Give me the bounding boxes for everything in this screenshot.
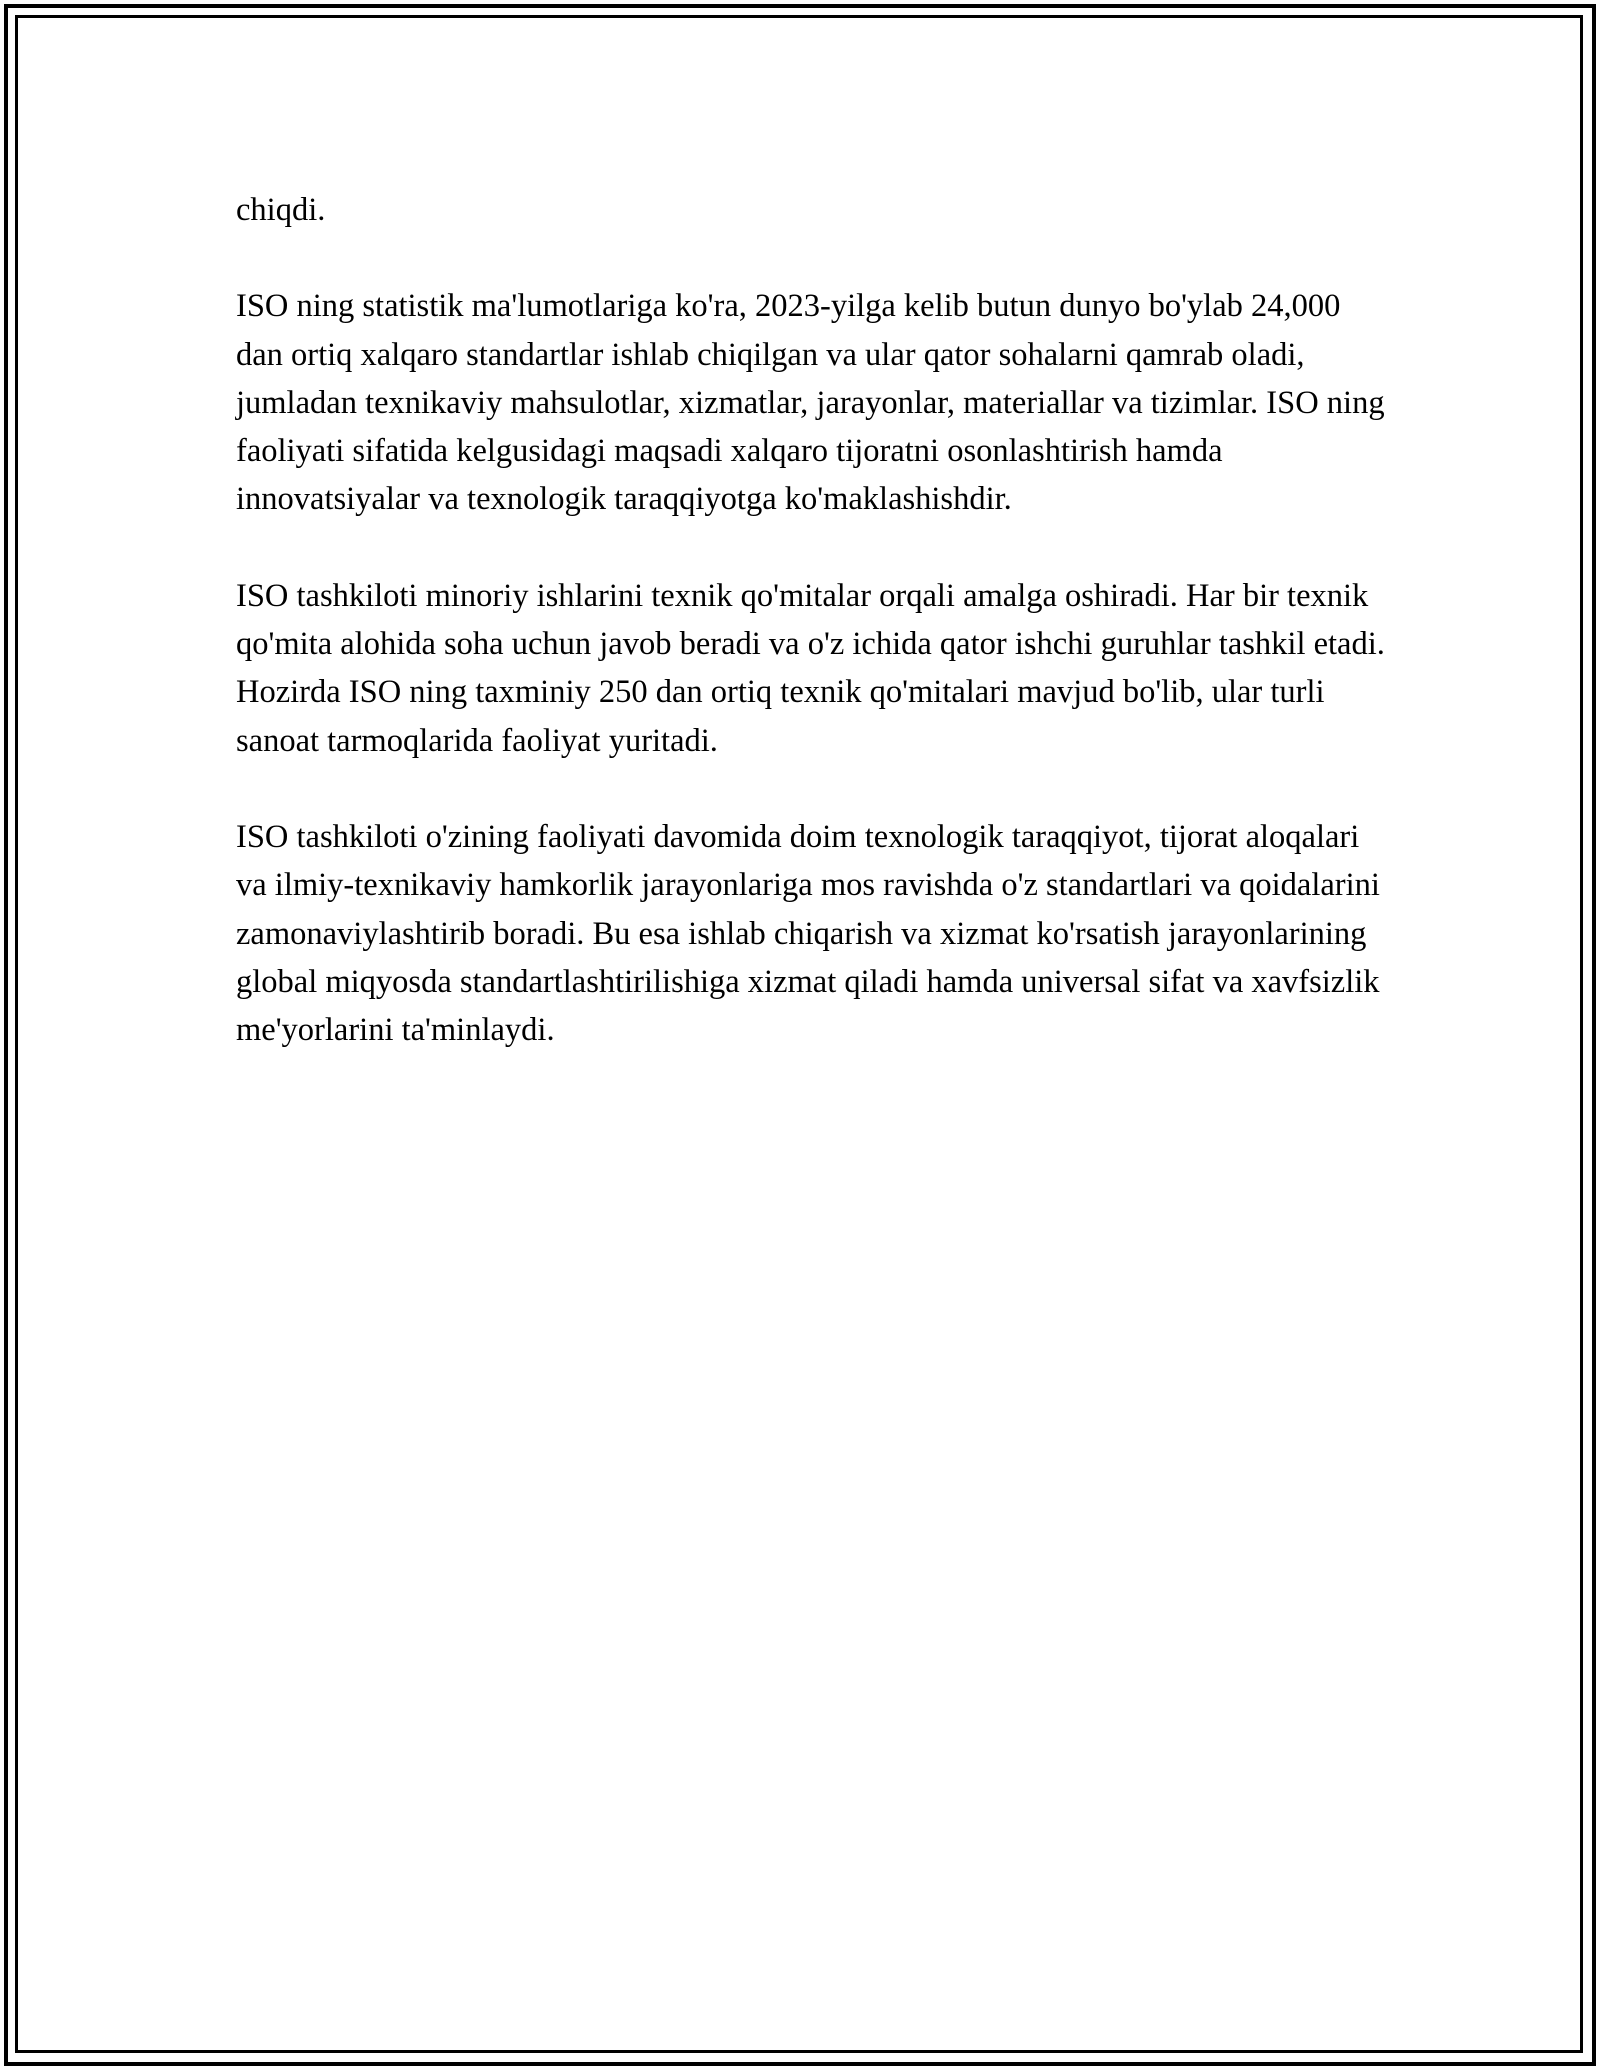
document-body — [236, 186, 1386, 1102]
paragraph-iso-statistics: ISO ning statistik ma'lumotlariga ko'ra, 2023-yilga kelib butun dunyo bo'ylab 24,000 dan ortiq xalqaro standartlar ishlab chiqilgan va ular qator sohalarni qamrab oladi, jumladan texnikaviy mahsulotlar, xizmatlar, jarayonlar, materiallar va tizimlar. ISO ning faoliyati sifatida kelgusidagi maqsadi xalqaro tijoratni osonlashtirish hamda innovatsiyalar va texnologik taraqqiyotga ko'maklashishdir. — [236, 288, 1385, 518]
paragraph-modernization: ISO tashkiloti o'zining faoliyati davomida doim texnologik taraqqiyot, tijorat aloqalari va ilmiy-texnikaviy hamkorlik jarayonlariga mos ravishda o'z standartlari va qoidalarini zamonaviylashtirib boradi. Bu esa ishlab chiqarish va xizmat ko'rsatish jarayonlarining global miqyosda standartlashtirilishiga xizmat qiladi hamda universal sifat va xavfsizlik me'yorlarini ta'minlaydi. — [236, 818, 1380, 1049]
paragraph-technical-committees: ISO tashkiloti minoriy ishlarini texnik qo'mitalar orqali amalga oshiradi. Har bir texnik qo'mita alohida soha uchun javob beradi va o'z ichida qator ishchi guruhlar tashkil etadi. Hozirda ISO ning taxminiy 250 dan ortiq texnik qo'mitalari mavjud bo'lib, ular turli sanoat tarmoqlarida faoliyat yuritadi. — [236, 577, 1385, 759]
paragraph-continuation: chiqdi. — [236, 192, 326, 228]
